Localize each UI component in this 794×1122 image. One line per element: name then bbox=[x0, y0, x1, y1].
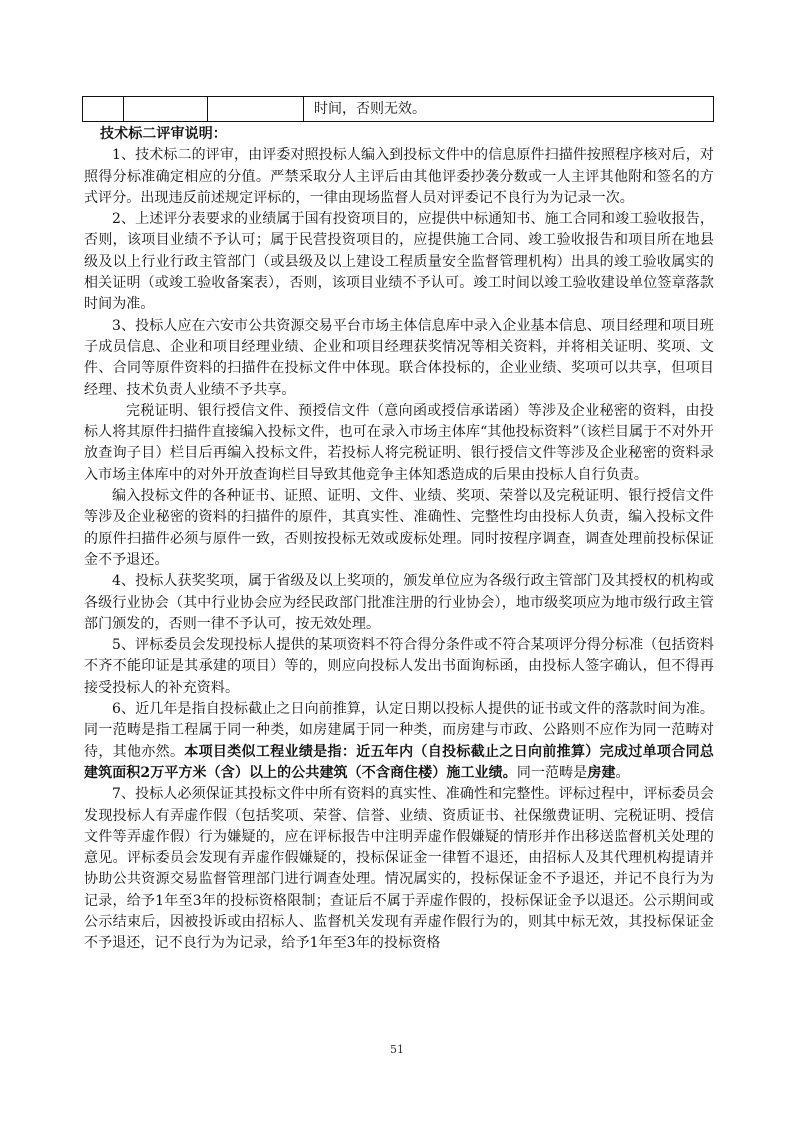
paragraph-1: 1、技术标二的评审，由评委对照投标人编入到投标文件中的信息原件扫描件按照程序核对后，对照得分标准确定相应的分值。严禁采取分人主评后由其他评委抄袭分数或一人主评其他附和签名的方式评分。出现违反前述规定评标的，一律由现场监督人员对评委记不良行为为记录一次。 bbox=[84, 147, 714, 206]
paragraph-3: 3、投标人应在六安市公共资源交易平台市场主体信息库中录入企业基本信息、项目经理和项目班子成员信息、企业和项目经理业绩、企业和项目经理获奖情况等相关资料，并将相关证明、奖项、文件、合同等原件资料的扫描件在投标文件中体现。联合体投标的，企业业绩、奖项可以共享，但项目经理、技术负责人业绩不予共享。 bbox=[84, 317, 714, 398]
paragraph-6-text: 6、近几年是指自投标截止之日向前推算，认定日期以投标人提供的证书或文件的落款时间为准。同一范畴是指工程属于同一种类，如房建属于同一种类，而房建与市政、公路则不应作为同一范畴对待，其他亦然。 bbox=[84, 701, 714, 760]
table-cell bbox=[83, 97, 124, 122]
paragraph-scan-authenticity: 编入投标文件的各种证书、证照、证明、文件、业绩、奖项、荣誉以及完税证明、银行授信文件等涉及企业秘密的资料的扫描件的原件，其真实性、准确性、完整性均由投标人负责，编入投标文件的原件扫描件必须与原件一致，否则按投标无效或废标处理。同时按程序调查，调查处理前投标保证金不予退还。 bbox=[84, 488, 714, 568]
document-body bbox=[84, 124, 714, 955]
table-cell bbox=[124, 97, 208, 122]
table-cell bbox=[208, 97, 304, 122]
section-heading: 技术标二评审说明： bbox=[100, 126, 227, 142]
category-housing: 房建 bbox=[587, 764, 616, 781]
paragraph-4: 4、投标人获奖奖项，属于省级及以上奖项的，颁发单位应为各级行政主管部门及其授权的机构或各级行业协会（其中行业协会应为经民政部门批准注册的行业协会），地市级奖项应为地市级行政主管部门颁发的，否则一律不予认可，按无效处理。 bbox=[84, 573, 714, 632]
table-row bbox=[83, 97, 714, 122]
table-fragment bbox=[82, 96, 714, 122]
paragraph-6-tail: 同一范畴是 bbox=[516, 764, 588, 781]
similar-project-definition: 本项目类似工程业绩是指：近五年内（自投标截止之日向前推算）完成过单项合同总建筑面积2万平方米（含）以上的公共建筑（不含商住楼）施工业绩。 bbox=[84, 743, 714, 781]
paragraph-tax-certificate: 完税证明、银行授信文件、预授信文件（意向函或授信承诺函）等涉及企业秘密的资料，由投标人将其原件扫描件直接编入投标文件，也可在录入市场主体库“其他投标资料”（该栏目属于不对外开放查询子目）栏目后再编入投标文件，若投标人将完税证明、银行授信文件等涉及企业秘密的资料录入市场主体库中的对外开放查询栏目导致其他竞争主体知悉造成的后果由投标人自行负责。 bbox=[84, 402, 714, 483]
paragraph-7: 7、投标人必须保证其投标文件中所有资料的真实性、准确性和完整性。评标过程中，评标委员会发现投标人有弄虚作假（包括奖项、荣誉、信誉、业绩、资质证书、社保缴费证明、完税证明、授信文件等弄虚作假）行为嫌疑的，应在评标报告中注明弄虚作假嫌疑的情形并作出移送监督机关处理的意见。评标委员会发现有弄虚作假嫌疑的，投标保证金一律暂不退还，由招标人及其代理机构提请并协助公共资源交易监督管理部门进行调查处理。情况属实的，投标保证金不予退还，并记不良行为为记录，给予1年至3年的投标资格限制；查证后不属于弄虚作假的，投标保证金予以退还。公示期间或公示结束后，因被投诉或由招标人、监督机关发现有弄虚作假行为的，则其中标无效，其投标保证金不予退还，记不良行为为记录，给予1年至3年的投标资格 bbox=[84, 786, 714, 952]
paragraph-6 bbox=[84, 699, 714, 784]
paragraph-6-end: 。 bbox=[615, 764, 630, 781]
page-number: 51 bbox=[390, 1043, 404, 1056]
table-cell: 时间，否则无效。 bbox=[304, 97, 714, 122]
paragraph-5: 5、评标委员会发现投标人提供的某项资料不符合得分条件或不符合某项评分得分标准（包括资料不齐不能印证是其承建的项目）等的，则应向投标人发出书面询标函，由投标人签字确认，但不得再接受投标人的补充资料。 bbox=[84, 637, 714, 696]
paragraph-2: 2、上述评分表要求的业绩属于国有投资项目的，应提供中标通知书、施工合同和竣工验收报告，否则，该项目业绩不予认可；属于民营投资项目的，应提供施工合同、竣工验收报告和项目所在地县级及以上行业行政主管部门（或县级及以上建设工程质量安全监督管理机构）出具的竣工验收属实的相关证明（或竣工验收备案表），否则，该项目业绩不予认可。竣工时间以竣工验收建设单位签章落款时间为准。 bbox=[84, 211, 714, 313]
